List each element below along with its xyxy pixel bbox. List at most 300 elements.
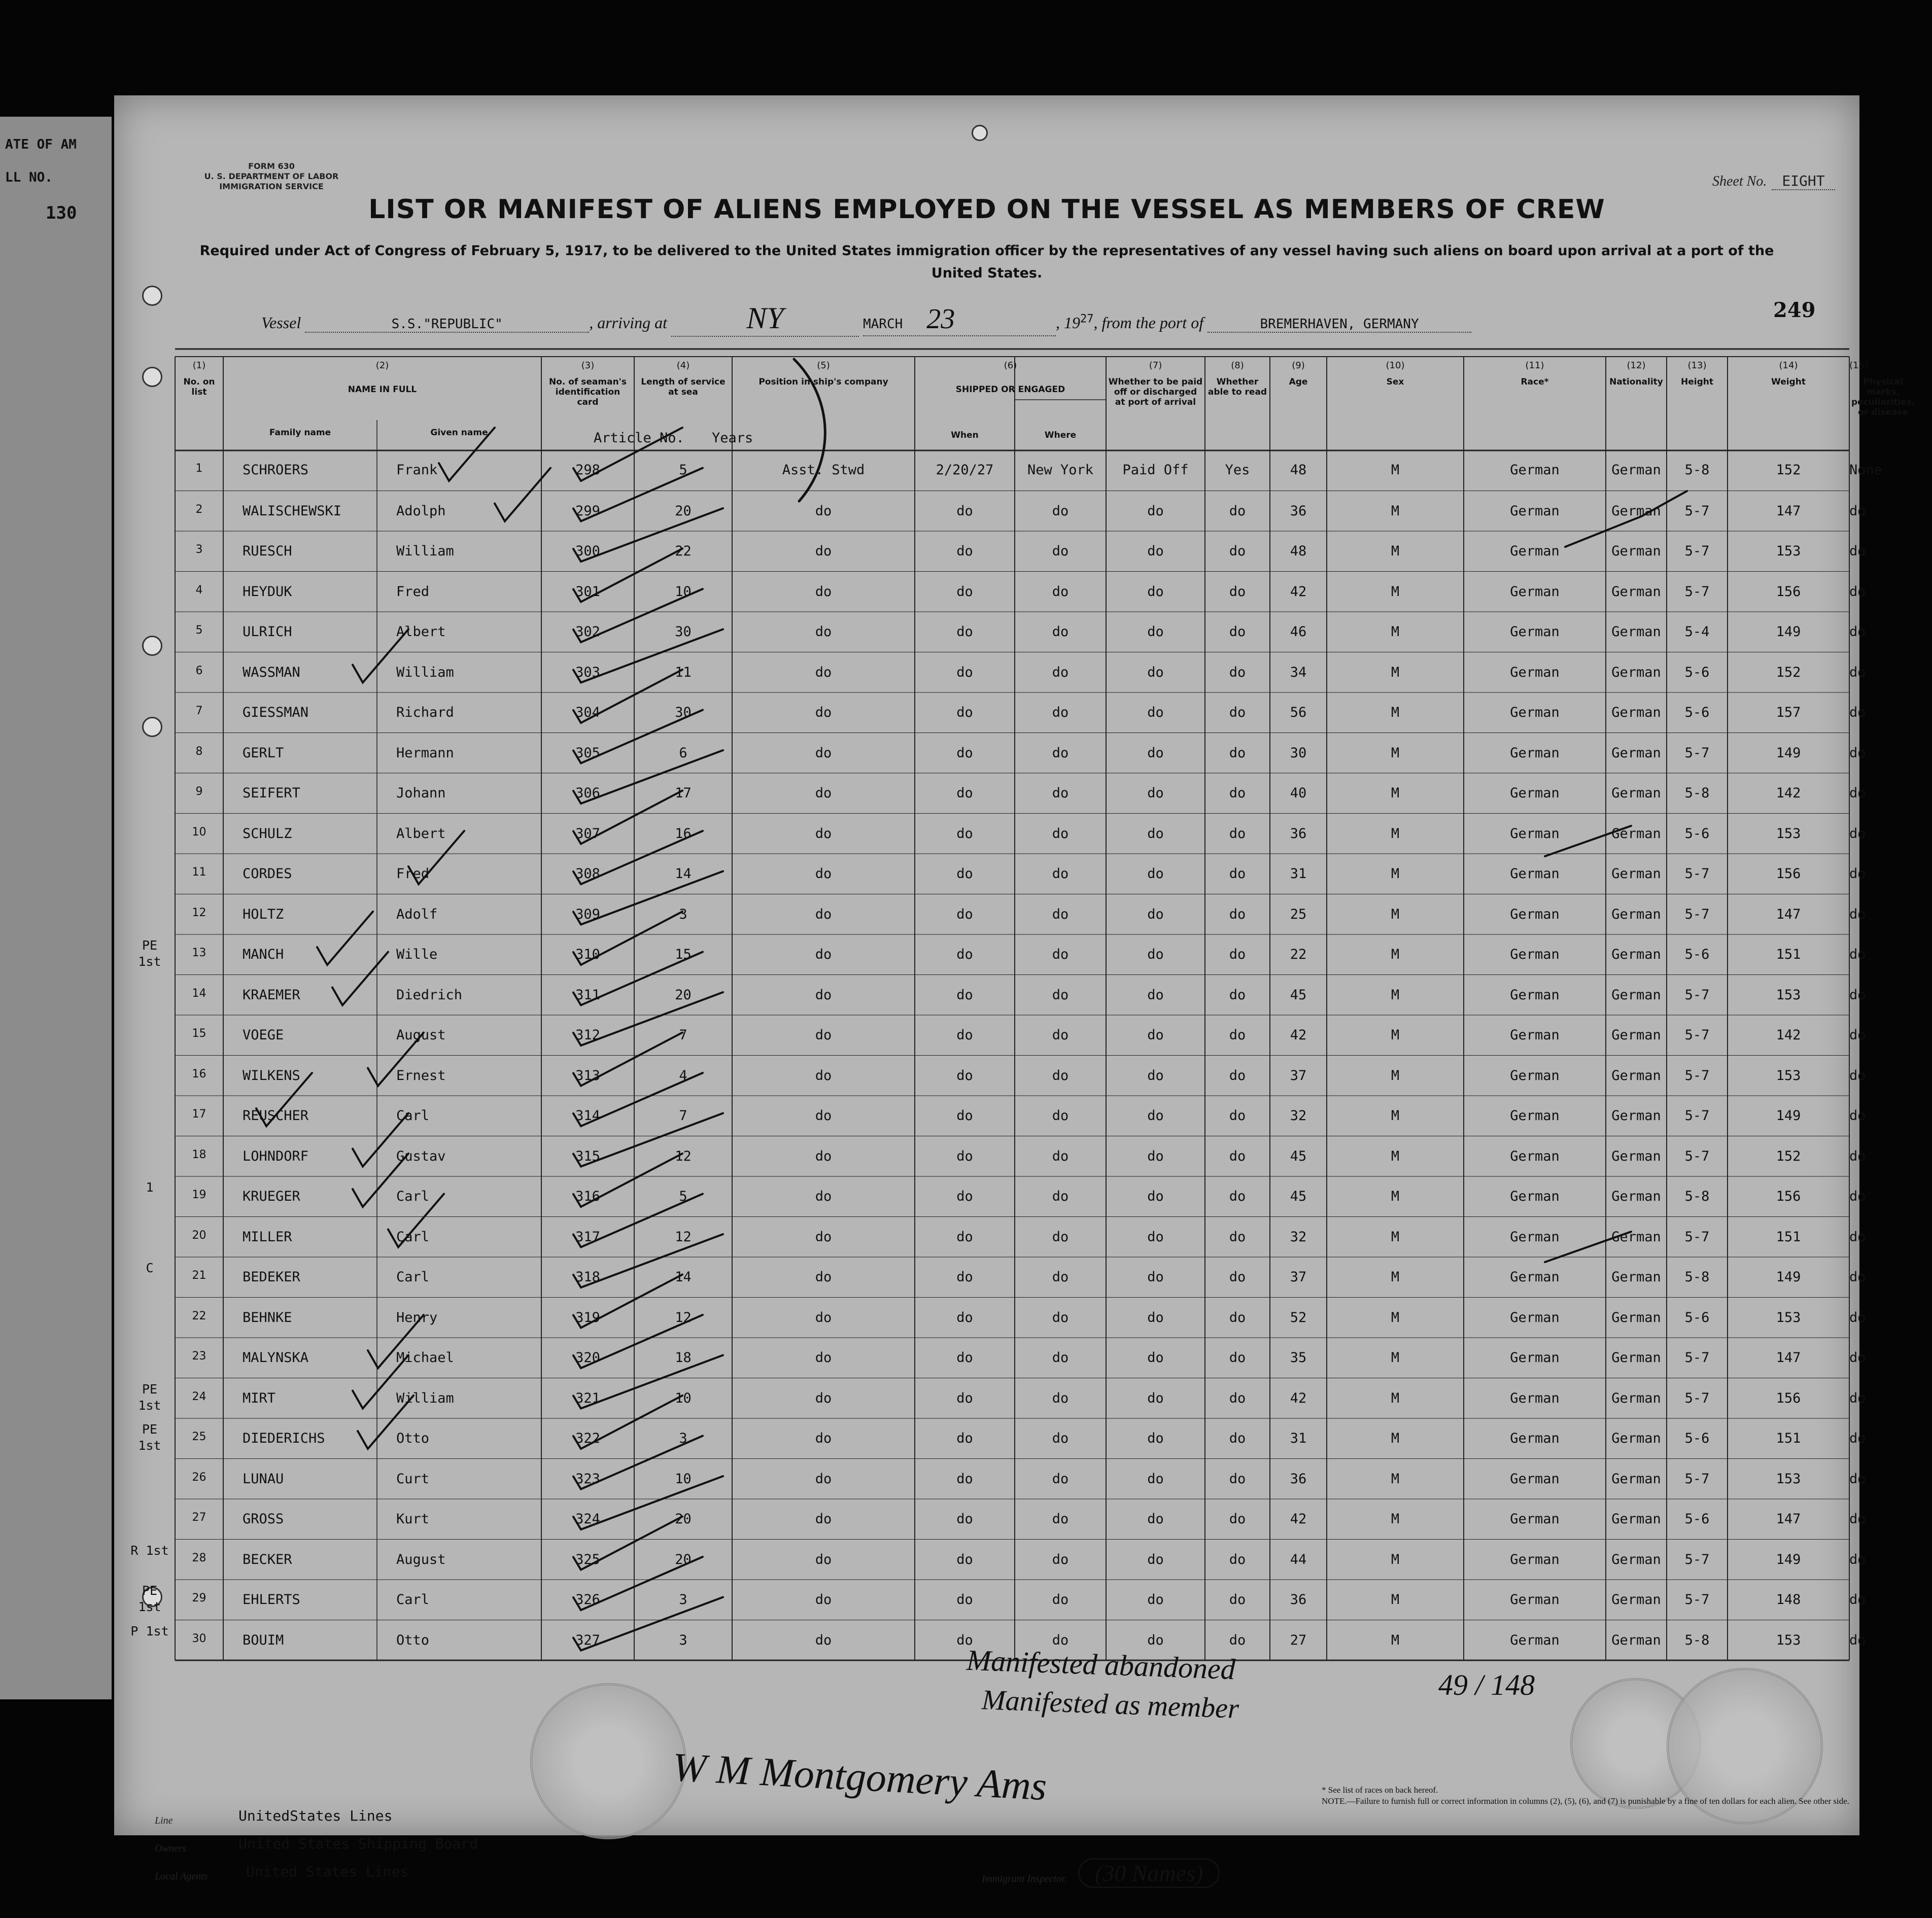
header-article-no: Article No. — [594, 430, 684, 446]
header-given-name: Given name — [430, 428, 488, 438]
given-name: Curt — [396, 1471, 430, 1487]
position: do — [815, 906, 832, 922]
age: 42 — [1290, 1511, 1307, 1527]
family-name: VOEGE — [243, 1027, 284, 1043]
header-column-label: NAME IN FULL — [348, 385, 417, 395]
shipped-when: do — [956, 1309, 973, 1326]
race: German — [1510, 947, 1560, 962]
weight: 151 — [1776, 1229, 1801, 1245]
race: German — [1510, 1067, 1560, 1084]
nationality: German — [1611, 543, 1661, 559]
age: 25 — [1290, 906, 1307, 922]
shipped-where: do — [1052, 1471, 1069, 1487]
years-at-sea: 22 — [675, 543, 692, 559]
race: German — [1510, 1632, 1560, 1648]
shipped-when: do — [956, 1189, 973, 1204]
year-suffix: 27 — [1080, 312, 1094, 326]
card-number: 316 — [575, 1189, 600, 1204]
race: German — [1510, 543, 1560, 559]
physical-marks: do — [1849, 1471, 1866, 1487]
paid-off: do — [1147, 1592, 1164, 1608]
shipped-when: do — [956, 866, 973, 882]
years-at-sea: 20 — [675, 1511, 692, 1527]
card-number: 321 — [575, 1390, 600, 1406]
physical-marks: do — [1849, 947, 1866, 962]
given-name: August — [396, 1027, 446, 1043]
row-number: 20 — [192, 1229, 206, 1242]
position: do — [815, 1229, 832, 1245]
position: do — [815, 947, 832, 962]
family-name: BOUIM — [243, 1632, 284, 1648]
able-to-read: do — [1229, 1551, 1246, 1567]
paid-off: do — [1147, 1148, 1164, 1164]
handwritten-note: Manifested as member — [981, 1684, 1239, 1725]
header-column-number: (8) — [1231, 360, 1244, 371]
header-column-label: Whether able to read — [1208, 377, 1267, 397]
age: 31 — [1290, 866, 1307, 882]
family-name: GERLT — [243, 745, 284, 761]
owners-value: United States Shipping Board — [238, 1835, 478, 1852]
race: German — [1510, 745, 1560, 761]
age: 40 — [1290, 785, 1307, 801]
paid-off: do — [1147, 624, 1164, 640]
shipped-where: do — [1052, 987, 1069, 1003]
given-name: Adolph — [396, 503, 446, 519]
age: 42 — [1290, 1390, 1307, 1406]
race: German — [1510, 785, 1560, 801]
row-number: 27 — [192, 1511, 206, 1524]
position: do — [815, 624, 832, 640]
paid-off: do — [1147, 1431, 1164, 1446]
nationality: German — [1611, 947, 1661, 962]
weight: 153 — [1776, 543, 1801, 559]
years-at-sea: 20 — [675, 987, 692, 1003]
row-number: 30 — [192, 1632, 206, 1645]
row-number: 14 — [192, 987, 206, 1000]
given-name: Johann — [396, 785, 446, 801]
position: do — [815, 745, 832, 761]
paid-off: do — [1147, 785, 1164, 801]
paid-off: do — [1147, 1511, 1164, 1527]
given-name: Richard — [396, 705, 454, 720]
card-number: 302 — [575, 624, 600, 640]
header-years: Years — [712, 430, 753, 446]
position: do — [815, 1189, 832, 1204]
row-number: 8 — [195, 745, 203, 758]
sex: M — [1391, 1551, 1400, 1567]
age: 30 — [1290, 745, 1307, 761]
able-to-read: do — [1229, 906, 1246, 922]
physical-marks: do — [1849, 1511, 1866, 1527]
sex: M — [1391, 1390, 1400, 1406]
nationality: German — [1611, 987, 1661, 1003]
weight: 153 — [1776, 1471, 1801, 1487]
family-name: LOHNDORF — [243, 1148, 309, 1164]
physical-marks: do — [1849, 1067, 1866, 1084]
shipped-where: do — [1052, 1592, 1069, 1608]
weight: 152 — [1776, 1148, 1801, 1164]
height: 5-6 — [1684, 825, 1710, 842]
race: German — [1510, 1551, 1560, 1567]
weight: 153 — [1776, 1632, 1801, 1648]
header-column-label: No. of seaman's identification card — [548, 377, 627, 407]
nationality: German — [1611, 785, 1661, 801]
weight: 157 — [1776, 705, 1801, 720]
physical-marks: do — [1849, 1390, 1866, 1406]
margin-note: R 1st — [130, 1543, 169, 1558]
race: German — [1510, 1229, 1560, 1245]
physical-marks: do — [1849, 583, 1866, 600]
height: 5-6 — [1684, 1511, 1710, 1527]
able-to-read: do — [1229, 1309, 1246, 1326]
position: do — [815, 583, 832, 600]
card-number: 308 — [575, 866, 600, 882]
header-column-number: (5) — [817, 360, 830, 371]
sex: M — [1391, 1108, 1400, 1124]
physical-marks: do — [1849, 1632, 1866, 1648]
shipped-where: do — [1052, 745, 1069, 761]
given-name: Carl — [396, 1269, 430, 1285]
shipped-when: do — [956, 705, 973, 720]
age: 42 — [1290, 583, 1307, 600]
row-number: 7 — [195, 705, 203, 717]
height: 5-6 — [1684, 947, 1710, 962]
paid-off: do — [1147, 543, 1164, 559]
sex: M — [1391, 745, 1400, 761]
shipped-when: do — [956, 1471, 973, 1487]
nationality: German — [1611, 1067, 1661, 1084]
card-number: 312 — [575, 1027, 600, 1043]
weight: 147 — [1776, 906, 1801, 922]
sheet-label: Sheet No. — [1712, 173, 1767, 189]
nationality: German — [1611, 1632, 1661, 1648]
sex: M — [1391, 1511, 1400, 1527]
years-at-sea: 12 — [675, 1229, 692, 1245]
able-to-read: do — [1229, 705, 1246, 720]
position: do — [815, 1269, 832, 1285]
shipped-when: do — [956, 664, 973, 680]
height: 5-7 — [1684, 583, 1710, 600]
sex: M — [1391, 1229, 1400, 1245]
years-at-sea: 12 — [675, 1148, 692, 1164]
able-to-read: do — [1229, 745, 1246, 761]
family-name: BECKER — [243, 1551, 292, 1567]
row-number: 6 — [195, 664, 203, 677]
able-to-read: do — [1229, 1108, 1246, 1124]
age: 45 — [1290, 1189, 1307, 1204]
position: do — [815, 503, 832, 519]
height: 5-7 — [1684, 1551, 1710, 1567]
weight: 152 — [1776, 664, 1801, 680]
sex: M — [1391, 1189, 1400, 1204]
able-to-read: do — [1229, 1067, 1246, 1084]
row-number: 22 — [192, 1309, 206, 1322]
weight: 149 — [1776, 1269, 1801, 1285]
family-name: LUNAU — [243, 1471, 284, 1487]
height: 5-6 — [1684, 1431, 1710, 1446]
sex: M — [1391, 947, 1400, 962]
header-column-label: Age — [1289, 377, 1308, 387]
sex: M — [1391, 1431, 1400, 1446]
shipped-where: do — [1052, 1551, 1069, 1567]
height: 5-8 — [1684, 1189, 1710, 1204]
shipped-where: do — [1052, 1108, 1069, 1124]
header-column-number: (1) — [192, 360, 206, 371]
row-number: 25 — [192, 1431, 206, 1443]
physical-marks: do — [1849, 1148, 1866, 1164]
shipped-where: do — [1052, 1632, 1069, 1648]
weight: 153 — [1776, 1067, 1801, 1084]
card-number: 324 — [575, 1511, 600, 1527]
weight: 147 — [1776, 1350, 1801, 1366]
card-number: 323 — [575, 1471, 600, 1487]
shipped-where: do — [1052, 825, 1069, 842]
shipped-where: do — [1052, 1431, 1069, 1446]
margin-note: PE 1st — [138, 1422, 161, 1453]
height: 5-7 — [1684, 1027, 1710, 1043]
inspector-signature: (30 Names) — [1078, 1858, 1220, 1888]
nationality: German — [1611, 1108, 1661, 1124]
family-name: MANCH — [243, 947, 284, 962]
family-name: HOLTZ — [243, 906, 284, 922]
sex: M — [1391, 1632, 1400, 1648]
nationality: German — [1611, 1189, 1661, 1204]
sex: M — [1391, 987, 1400, 1003]
paid-off: Paid Off — [1122, 462, 1189, 478]
row-number: 16 — [192, 1067, 206, 1080]
physical-marks: do — [1849, 705, 1866, 720]
sex: M — [1391, 1027, 1400, 1043]
nationality: German — [1611, 1309, 1661, 1326]
card-number: 306 — [575, 785, 600, 801]
consulate-seal — [530, 1683, 686, 1839]
handwritten-note: Manifested abandoned — [966, 1643, 1236, 1686]
weight: 151 — [1776, 1431, 1801, 1446]
given-name: Fred — [396, 583, 430, 600]
footnote — [1322, 1785, 1870, 1807]
physical-marks: do — [1849, 1229, 1866, 1245]
position: do — [815, 1592, 832, 1608]
position: do — [815, 1431, 832, 1446]
height: 5-7 — [1684, 1471, 1710, 1487]
card-number: 317 — [575, 1229, 600, 1245]
family-name: DIEDERICHS — [243, 1431, 325, 1446]
shipped-when: do — [956, 1067, 973, 1084]
header-column-number: (6) — [1004, 360, 1017, 371]
card-number: 318 — [575, 1269, 600, 1285]
card-number: 301 — [575, 583, 600, 600]
position: do — [815, 1350, 832, 1366]
nationality: German — [1611, 1148, 1661, 1164]
given-name: Albert — [396, 825, 446, 842]
physical-marks: do — [1849, 1431, 1866, 1446]
given-name: Carl — [396, 1592, 430, 1608]
height: 5-8 — [1684, 785, 1710, 801]
position: do — [815, 1390, 832, 1406]
shipped-where: do — [1052, 624, 1069, 640]
footnote-star: * See list of races on back hereof. — [1322, 1785, 1438, 1795]
shipped-when: do — [956, 1148, 973, 1164]
able-to-read: do — [1229, 1431, 1246, 1446]
paid-off: do — [1147, 1632, 1164, 1648]
family-name: BEHNKE — [243, 1309, 292, 1326]
sheet-value: EIGHT — [1772, 172, 1835, 190]
able-to-read: do — [1229, 825, 1246, 842]
inspector-label: Immigrant Inspector. — [982, 1873, 1067, 1885]
age: 52 — [1290, 1309, 1307, 1326]
sex: M — [1391, 1350, 1400, 1366]
card-number: 310 — [575, 947, 600, 962]
paid-off: do — [1147, 1551, 1164, 1567]
card-number: 320 — [575, 1350, 600, 1366]
header-column-number: (10) — [1386, 360, 1405, 371]
manifest-sheet — [114, 95, 1915, 1886]
position: do — [815, 825, 832, 842]
page-subtitle: Required under Act of Congress of February 5, 1917, to be delivered to the United States immigration officer by the representatives of any vessel having such aliens on board upon arrival at a port of the United States. — [199, 243, 1774, 281]
line-label: Line — [155, 1815, 173, 1826]
years-at-sea: 30 — [675, 705, 692, 720]
age: 37 — [1290, 1067, 1307, 1084]
shipped-when: do — [956, 1350, 973, 1366]
shipped-when: do — [956, 583, 973, 600]
family-name: GROSS — [243, 1511, 284, 1527]
height: 5-7 — [1684, 1350, 1710, 1366]
shipped-where: do — [1052, 1148, 1069, 1164]
card-number: 325 — [575, 1551, 600, 1567]
physical-marks: None — [1849, 462, 1883, 478]
officer-signature: W M Montgomery Ams — [671, 1745, 1048, 1809]
shipped-when: do — [956, 745, 973, 761]
sex: M — [1391, 825, 1400, 842]
family-name: KRUEGER — [243, 1189, 300, 1204]
age: 56 — [1290, 705, 1307, 720]
height: 5-8 — [1684, 1632, 1710, 1648]
able-to-read: do — [1229, 1229, 1246, 1245]
paid-off: do — [1147, 1189, 1164, 1204]
family-name: RUESCH — [243, 543, 292, 559]
position: do — [815, 987, 832, 1003]
form-number-line: U. S. DEPARTMENT OF LABOR — [204, 171, 339, 181]
paid-off: do — [1147, 987, 1164, 1003]
race: German — [1510, 866, 1560, 882]
years-at-sea: 11 — [675, 664, 692, 680]
adjacent-page-strip — [0, 117, 112, 1699]
height: 5-4 — [1684, 624, 1710, 640]
sex: M — [1391, 664, 1400, 680]
shipped-where: do — [1052, 906, 1069, 922]
given-name: Ernest — [396, 1067, 446, 1084]
header-column-label: Height — [1681, 377, 1713, 387]
height: 5-7 — [1684, 745, 1710, 761]
family-name: WILKENS — [243, 1067, 300, 1084]
owners-label: Owners — [155, 1843, 187, 1854]
weight: 149 — [1776, 1108, 1801, 1124]
age: 45 — [1290, 1148, 1307, 1164]
header-column-label: Weight — [1771, 377, 1806, 387]
nationality: German — [1611, 866, 1661, 882]
given-name: Henry — [396, 1309, 438, 1326]
position: Asst. Stwd — [782, 462, 865, 478]
years-at-sea: 7 — [679, 1108, 687, 1124]
header-column-label: Nationality — [1609, 377, 1663, 387]
physical-marks: do — [1849, 785, 1866, 801]
years-at-sea: 16 — [675, 825, 692, 842]
sex: M — [1391, 503, 1400, 519]
sex: M — [1391, 1269, 1400, 1285]
able-to-read: Yes — [1225, 462, 1250, 478]
race: German — [1510, 987, 1560, 1003]
physical-marks: do — [1849, 1309, 1866, 1326]
paid-off: do — [1147, 825, 1164, 842]
shipped-where: do — [1052, 1189, 1069, 1204]
physical-marks: do — [1849, 1592, 1866, 1608]
years-at-sea: 5 — [679, 1189, 687, 1204]
nationality: German — [1611, 503, 1661, 519]
position: do — [815, 664, 832, 680]
physical-marks: do — [1849, 866, 1866, 882]
shipped-where: do — [1052, 1390, 1069, 1406]
shipped-where: do — [1052, 1067, 1069, 1084]
row-number: 15 — [192, 1027, 206, 1040]
paid-off: do — [1147, 1390, 1164, 1406]
given-name: William — [396, 664, 454, 680]
given-name: Hermann — [396, 745, 454, 761]
card-number: 326 — [575, 1592, 600, 1608]
family-name: KRAEMER — [243, 987, 300, 1003]
shipped-where: do — [1052, 866, 1069, 882]
position: do — [815, 1471, 832, 1487]
shipped-where: do — [1052, 1511, 1069, 1527]
physical-marks: do — [1849, 624, 1866, 640]
nationality: German — [1611, 583, 1661, 600]
race: German — [1510, 1269, 1560, 1285]
shipped-when: do — [956, 503, 973, 519]
family-name: GIESSMAN — [243, 705, 309, 720]
card-number: 314 — [575, 1108, 600, 1124]
paid-off: do — [1147, 1309, 1164, 1326]
vessel-name: S.S."REPUBLIC" — [305, 317, 589, 333]
position: do — [815, 1148, 832, 1164]
family-name: EHLERTS — [243, 1592, 300, 1608]
family-name: WASSMAN — [243, 664, 300, 680]
able-to-read: do — [1229, 583, 1246, 600]
family-name: MIRT — [243, 1390, 276, 1406]
race: German — [1510, 825, 1560, 842]
row-number: 13 — [192, 947, 206, 959]
age: 37 — [1290, 1269, 1307, 1285]
given-name: Albert — [396, 624, 446, 640]
sex: M — [1391, 906, 1400, 922]
given-name: Frank — [396, 462, 438, 478]
weight: 148 — [1776, 1592, 1801, 1608]
card-number: 304 — [575, 705, 600, 720]
height: 5-7 — [1684, 1592, 1710, 1608]
family-name: SCHULZ — [243, 825, 292, 842]
card-number: 313 — [575, 1067, 600, 1084]
nationality: German — [1611, 906, 1661, 922]
height: 5-7 — [1684, 543, 1710, 559]
row-number: 23 — [192, 1350, 206, 1363]
weight: 147 — [1776, 1511, 1801, 1527]
years-at-sea: 3 — [679, 1632, 687, 1648]
margin-note: PE 1st — [138, 1381, 161, 1413]
header-column-number: (7) — [1149, 360, 1162, 371]
age: 32 — [1290, 1108, 1307, 1124]
years-at-sea: 17 — [675, 785, 692, 801]
header-column-label: Physical marks, peculiarities, or disease — [1851, 377, 1915, 417]
weight: 149 — [1776, 1551, 1801, 1567]
nationality: German — [1611, 1350, 1661, 1366]
